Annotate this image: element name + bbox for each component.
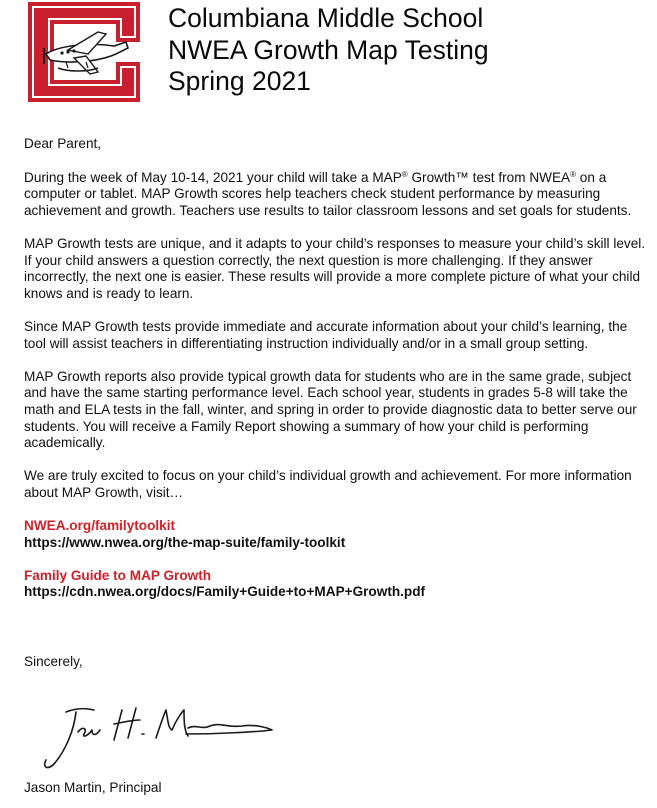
page-title bbox=[168, 3, 489, 98]
paragraph-adaptive: MAP Growth tests are unique, and it adapts to your child’s responses to measure your child’s skill level. If your child answers a question correctly, the next question is more challenging. If they answer incorrectly, the next one is easier. These results will provide a more complete picture of what your child knows and is ready to learn. bbox=[24, 235, 646, 301]
family-toolkit-url[interactable]: https://www.nwea.org/the-map-suite/family-toolkit bbox=[24, 534, 346, 550]
paragraph-intro bbox=[24, 170, 649, 220]
signer-name: Jason Martin, Principal bbox=[24, 780, 162, 795]
paragraph-intro-b: Growth™ test from NWEA bbox=[407, 169, 571, 185]
paragraph-intro-c: on a computer or tablet. MAP Growth scores help teachers check student performance by measuring achievement and growth. Teachers use results to tailor classroom lessons and set goals for students. bbox=[24, 169, 632, 218]
closing: Sincerely, bbox=[24, 654, 83, 669]
greeting: Dear Parent, bbox=[24, 136, 102, 151]
principal-signature bbox=[36, 690, 276, 780]
family-toolkit-link[interactable]: NWEA.org/familytoolkit bbox=[24, 518, 176, 534]
paragraph-reports: MAP Growth reports also provide typical growth data for students who are in the same grade, subject and have the same starting performance level. Each school year, students in grades 5-8 will take the math and ELA tests in the fall, winter, and spring in order to provide diagnostic data to better serve our students. You will receive a Family Report showing a summary of how your child is performing academically. bbox=[24, 368, 637, 451]
family-guide-url[interactable]: https://cdn.nwea.org/docs/Family+Guide+to+MAP+Growth.pdf bbox=[24, 584, 426, 600]
paragraph-instruction: Since MAP Growth tests provide immediate and accurate information about your child’s learning, the tool will assist teachers in differentiating instruction individually and/or in a small group setting. bbox=[24, 318, 628, 351]
paragraph-intro-a: During the week of May 10-14, 2021 your child will take a MAP bbox=[24, 169, 402, 185]
title-line-school: Columbiana Middle School bbox=[168, 3, 484, 33]
registered-mark: ® bbox=[401, 169, 408, 179]
school-logo bbox=[28, 2, 140, 102]
columbiana-c-airplane-icon bbox=[28, 2, 140, 102]
family-toolkit-link-block bbox=[24, 518, 649, 551]
registered-mark: ® bbox=[570, 169, 577, 179]
letter-body bbox=[24, 136, 649, 618]
family-guide-link[interactable]: Family Guide to MAP Growth bbox=[24, 567, 212, 583]
signature-icon bbox=[36, 690, 276, 780]
paragraph-more-info: We are truly excited to focus on your child’s individual growth and achievement. For more information about MAP Growth, visit… bbox=[24, 468, 632, 500]
family-guide-link-block bbox=[24, 568, 649, 601]
title-line-term: Spring 2021 bbox=[168, 66, 311, 96]
title-line-testing: NWEA Growth Map Testing bbox=[168, 34, 489, 65]
